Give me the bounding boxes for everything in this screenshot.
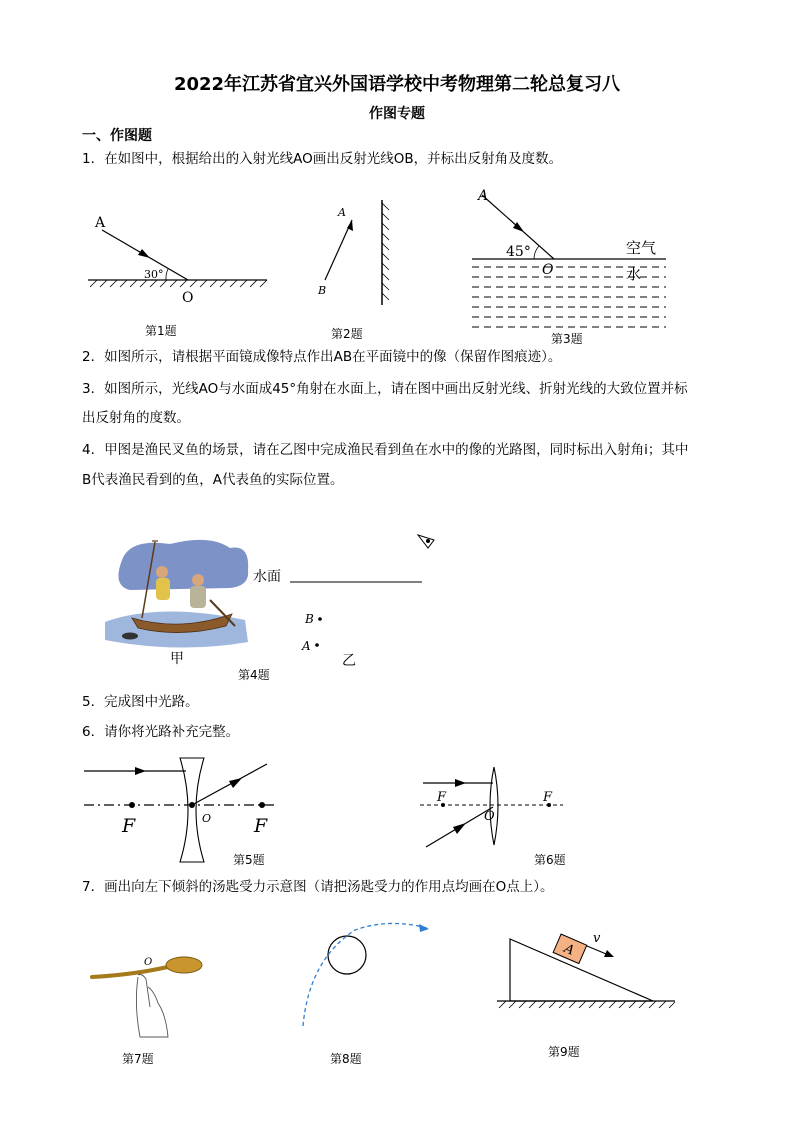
label-O: O [182, 290, 194, 306]
figure-6 [418, 765, 568, 855]
figure-9 [495, 928, 680, 1020]
trajectory [303, 923, 427, 1026]
spoon-picture [92, 957, 202, 1037]
mirror-hatching [90, 280, 267, 287]
label-A: A [561, 941, 577, 959]
caption-4: 第4题 [238, 668, 270, 682]
trajectory-arrowhead [419, 924, 429, 932]
ground-hatching [499, 1001, 675, 1008]
question-3-line2: 出反射角的度数。 [82, 410, 190, 426]
label-O: O [202, 812, 212, 825]
point-A [315, 643, 319, 647]
label-O: O [542, 262, 554, 278]
focus-right [259, 802, 265, 808]
ray-arrowhead [138, 249, 150, 258]
label-F-right: F [543, 790, 553, 805]
ray-arrowhead [135, 767, 146, 775]
label-A: A [478, 188, 489, 204]
question-7: 7．画出向左下倾斜的汤匙受力示意图（请把汤匙受力的作用点均画在O点上）。 [82, 879, 554, 895]
caption-5: 第5题 [233, 853, 265, 867]
focus-left [129, 802, 135, 808]
question-4-line1: 4．甲图是渔民叉鱼的场景，请在乙图中完成渔民看到鱼在水中的像的光路图，同时标出入射角i；其中 [82, 442, 689, 458]
figure-2 [310, 195, 390, 310]
figure-1 [82, 205, 272, 310]
velocity-arrowhead [604, 950, 614, 957]
label-F-left: F [122, 815, 136, 837]
page-subtitle: 作图专题 [369, 106, 425, 122]
figure-7 [88, 945, 218, 1045]
convex-lens [490, 767, 498, 845]
caption-6: 第6题 [534, 853, 566, 867]
ray-arrowhead [455, 779, 466, 787]
label-jia: 甲 [170, 651, 184, 667]
label-A: A [302, 639, 311, 653]
figure-3 [470, 183, 670, 328]
angle-label: 45° [506, 244, 531, 260]
fishing-scene-picture [105, 540, 248, 648]
ray-arrowhead [229, 778, 242, 788]
angle-arc [166, 269, 168, 280]
question-5: 5．完成图中光路。 [82, 694, 199, 710]
figure-8 [295, 920, 430, 1032]
caption-3: 第3题 [551, 332, 583, 346]
section-heading: 一、作图题 [82, 128, 152, 144]
question-4-line2: B代表渔民看到的鱼，A代表鱼的实际位置。 [82, 472, 344, 488]
label-water-surface: 水面 [253, 569, 281, 585]
caption-1: 第1题 [145, 324, 177, 338]
angle-arc [534, 246, 539, 259]
label-F-right: F [254, 815, 268, 837]
label-air: 空气 [626, 239, 657, 257]
ray-through-center [192, 764, 267, 805]
label-O: O [484, 809, 495, 824]
label-water: 水 [626, 265, 642, 283]
point-B [318, 617, 322, 621]
optical-center [189, 802, 195, 808]
caption-2: 第2题 [331, 327, 363, 341]
label-F-left: F [437, 790, 447, 805]
ray-arrowhead [453, 823, 466, 834]
ball [328, 936, 366, 974]
mirror-hatching [382, 203, 389, 300]
eye-icon [418, 535, 434, 548]
figure-4 [100, 530, 460, 670]
question-2: 2．如图所示，请根据平面镜成像特点作出AB在平面镜中的像（保留作图痕迹）。 [82, 349, 562, 365]
label-A: A [338, 206, 346, 219]
block-A [553, 934, 587, 963]
label-A: A [95, 215, 106, 231]
object-AB [325, 220, 352, 280]
caption-8: 第8题 [330, 1052, 362, 1066]
label-B: B [318, 284, 327, 297]
caption-9: 第9题 [548, 1045, 580, 1059]
label-O: O [144, 957, 153, 968]
question-3-line1: 3．如图所示，光线AO与水面成45°角射在水面上，请在图中画出反射光线、折射光线的大致位置并标 [82, 381, 688, 397]
question-1: 1．在如图中，根据给出的入射光线AO画出反射光线OB，并标出反射角及度数。 [82, 151, 563, 167]
figure-5 [82, 752, 282, 864]
concave-lens [180, 758, 204, 862]
caption-7: 第7题 [122, 1052, 154, 1066]
label-yi: 乙 [342, 653, 356, 669]
label-B: B [305, 612, 314, 626]
label-v: v [593, 931, 601, 946]
angle-label: 30° [144, 268, 164, 281]
page-title: 2022年江苏省宜兴外国语学校中考物理第二轮总复习八 [173, 74, 621, 95]
question-6: 6．请你将光路补充完整。 [82, 724, 240, 740]
